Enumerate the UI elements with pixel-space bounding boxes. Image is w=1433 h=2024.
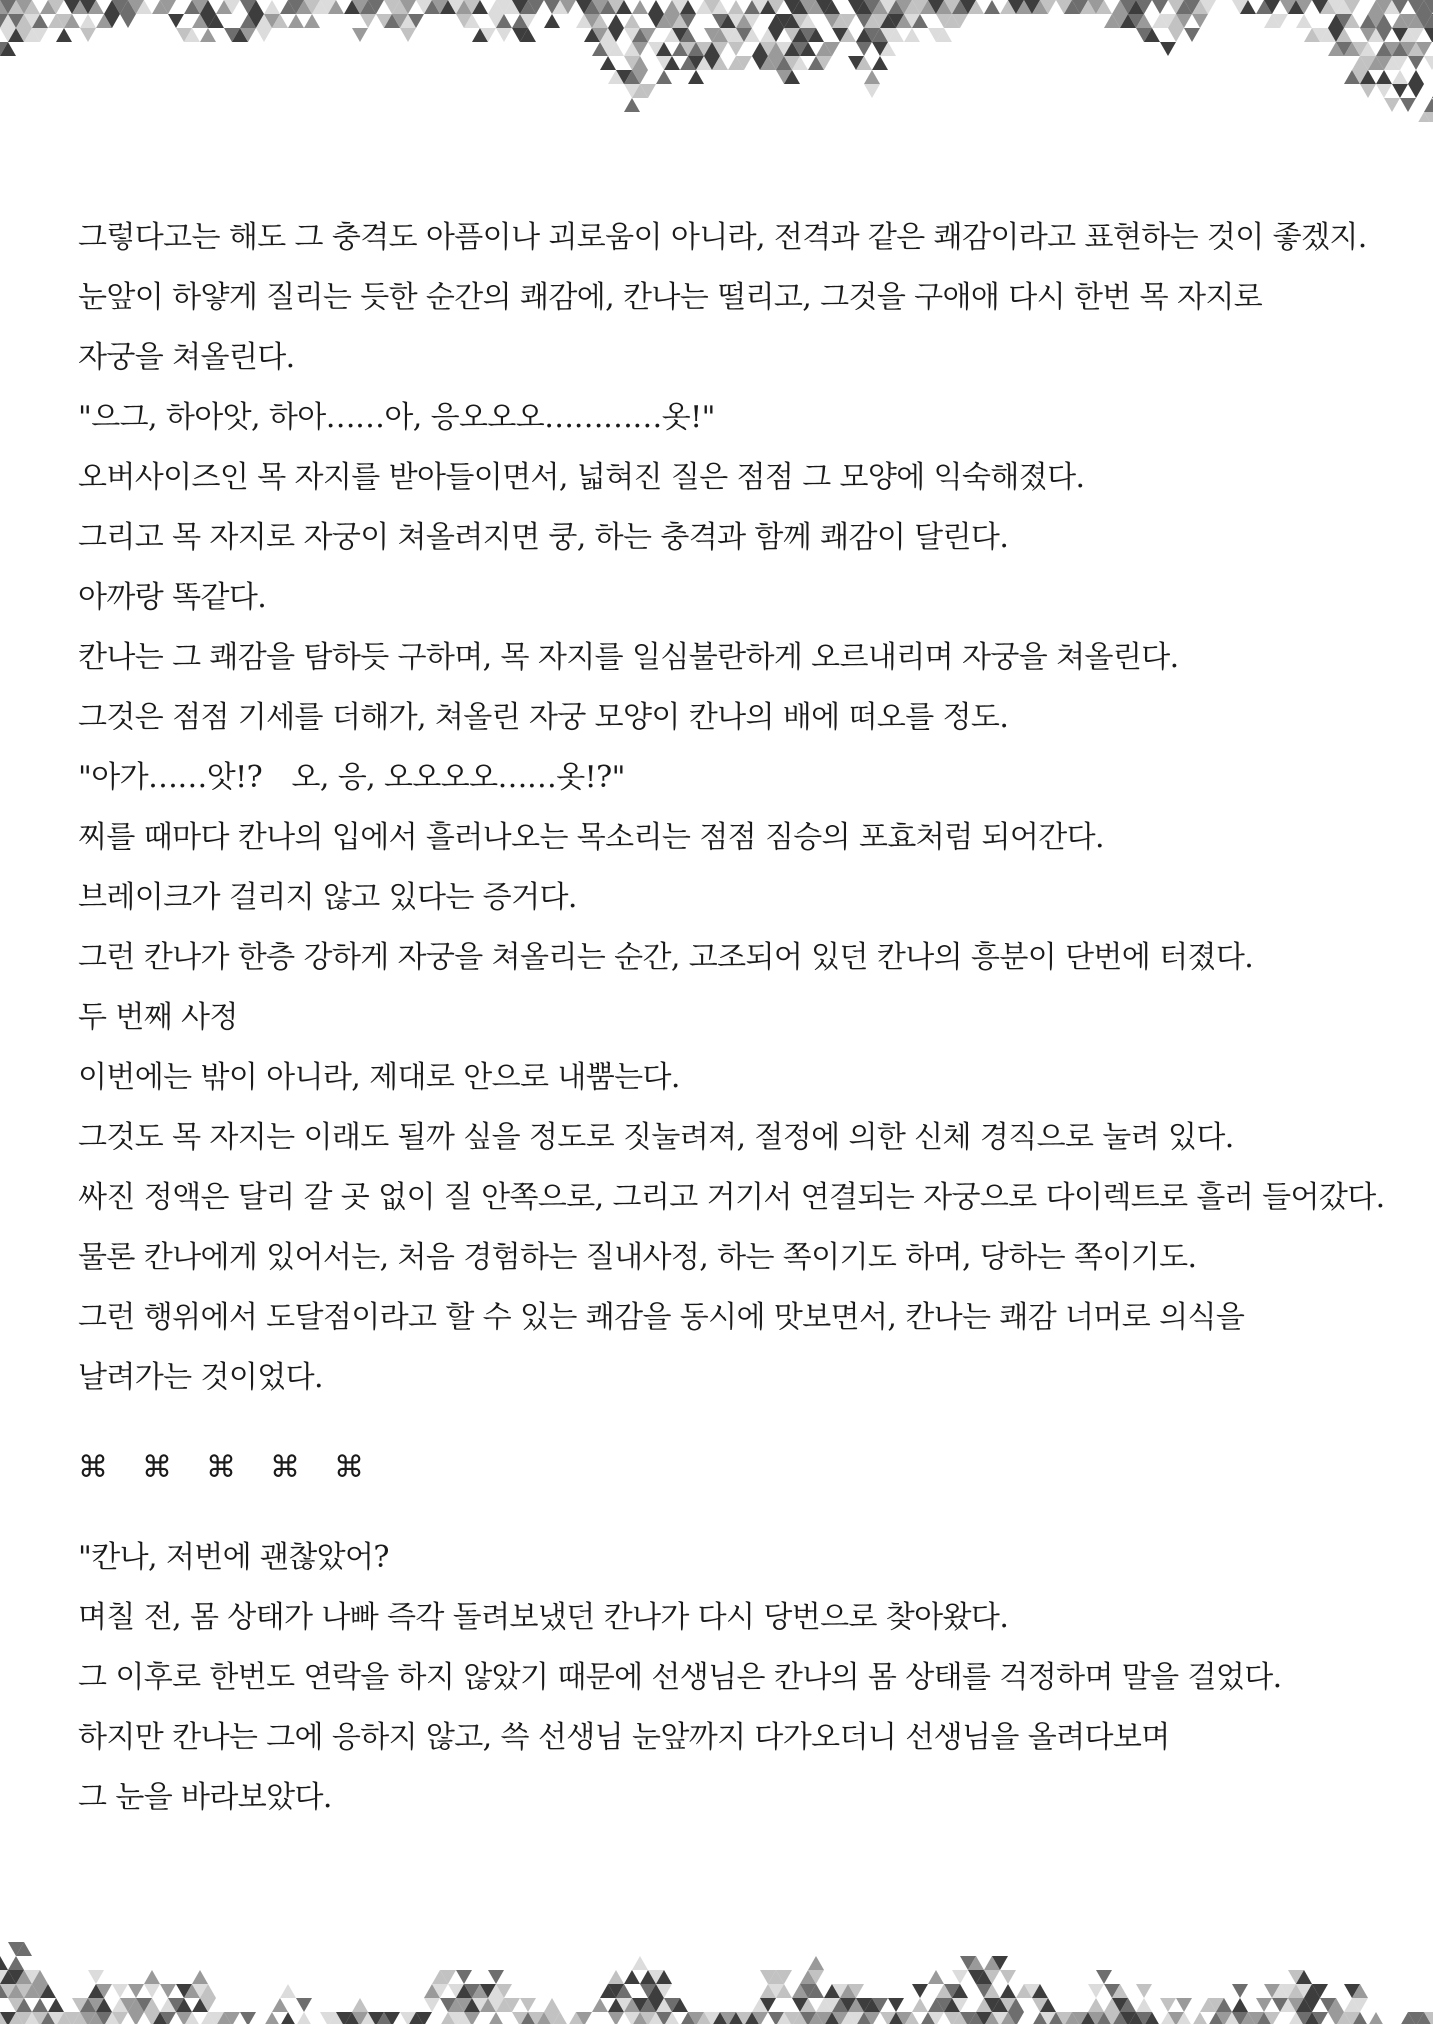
paragraph-line: 그 이후로 한번도 연락을 하지 않았기 때문에 선생님은 칸나의 몸 상태를 걱정하며 말을 걸었다. xyxy=(78,1660,1282,1695)
pattern-triangle xyxy=(520,1998,536,2012)
pattern-triangle xyxy=(456,1970,472,1984)
pattern-triangle xyxy=(1408,70,1424,84)
pattern-triangle xyxy=(80,14,96,28)
command-symbol-icon: ⌘ xyxy=(142,1450,172,1485)
section-1 xyxy=(78,208,1423,1408)
paragraph-line: 이번에는 밖이 아니라, 제대로 안으로 내뿜는다. xyxy=(78,1060,680,1095)
pattern-triangle xyxy=(608,1970,624,1984)
pattern-triangle xyxy=(808,1956,824,1970)
pattern-triangle xyxy=(624,1970,640,1984)
pattern-triangle xyxy=(1296,14,1312,28)
pattern-triangle xyxy=(352,28,368,42)
pattern-triangle xyxy=(1392,70,1408,84)
bottom-triangle-pattern xyxy=(0,1900,1433,2024)
dialogue-line: "아가……앗!? 오, 응, 오오오오……옷!?" xyxy=(78,760,625,795)
pattern-triangle xyxy=(624,14,640,28)
paragraph-line: 싸진 정액은 달리 갈 곳 없이 질 안쪽으로, 그리고 거기서 연결되는 자궁으로 다이렉트로 흘러 들어갔다. xyxy=(78,1180,1385,1215)
pattern-triangle xyxy=(352,1998,368,2012)
pattern-triangle xyxy=(1256,1998,1272,2012)
scene-break-separator xyxy=(78,1438,1423,1498)
command-symbol-icon: ⌘ xyxy=(206,1450,236,1485)
pattern-triangle xyxy=(192,1970,208,1984)
pattern-triangle xyxy=(88,1970,104,1984)
pattern-triangle xyxy=(168,14,184,28)
pattern-triangle xyxy=(632,0,648,14)
paragraph-line: 며칠 전, 몸 상태가 나빠 즉각 돌려보냈던 칸나가 다시 당번으로 찾아왔다. xyxy=(78,1600,1009,1635)
pattern-triangle xyxy=(864,70,880,84)
paragraph-line: 그런 행위에서 도달점이라고 할 수 있는 쾌감을 동시에 맛보면서, 칸나는 쾌감 너머로 의식을 xyxy=(78,1300,1245,1335)
paragraph-line: 그런 칸나가 한층 강하게 자궁을 쳐올리는 순간, 고조되어 있던 칸나의 흥분이 단번에 터졌다. xyxy=(78,940,1254,975)
pattern-triangle xyxy=(48,1998,64,2012)
pattern-triangle xyxy=(1136,1998,1152,2012)
pattern-triangle xyxy=(632,1956,648,1970)
pattern-triangle xyxy=(544,14,560,28)
paragraph-line: 하지만 칸나는 그에 응하지 않고, 쓱 선생님 눈앞까지 다가오더니 선생님을 올려다보며 xyxy=(78,1720,1170,1755)
pattern-triangle xyxy=(264,0,280,14)
pattern-triangle xyxy=(856,42,872,56)
pattern-triangle xyxy=(144,1984,160,1998)
section-2 xyxy=(78,1528,1423,1828)
pattern-triangle xyxy=(1192,2012,1208,2024)
pattern-triangle xyxy=(656,70,672,84)
pattern-triangle xyxy=(296,2012,312,2024)
pattern-triangle xyxy=(1160,1998,1176,2012)
pattern-triangle xyxy=(1000,1970,1016,1984)
paragraph-line: 그 눈을 바라보았다. xyxy=(78,1780,332,1815)
paragraph-line: 자궁을 쳐올린다. xyxy=(78,340,295,375)
top-triangle-pattern xyxy=(0,0,1433,122)
pattern-triangle xyxy=(256,28,272,42)
pattern-triangle xyxy=(280,2012,296,2024)
pattern-triangle xyxy=(128,2012,144,2024)
pattern-triangle xyxy=(1408,56,1424,70)
paragraph-line: 두 번째 사정 xyxy=(78,1000,238,1035)
pattern-triangle xyxy=(1424,28,1433,42)
pattern-triangle xyxy=(496,28,512,42)
paragraph-line: 오버사이즈인 목 자지를 받아들이면서, 넓혀진 질은 점점 그 모양에 익숙해졌다. xyxy=(78,460,1085,495)
pattern-triangle xyxy=(888,1998,904,2012)
pattern-triangle xyxy=(32,1998,48,2012)
pattern-triangle xyxy=(1424,56,1433,70)
pattern-triangle xyxy=(8,1956,24,1970)
command-symbol-icon: ⌘ xyxy=(78,1450,108,1485)
pattern-triangle xyxy=(296,1998,312,2012)
pattern-triangle xyxy=(1168,28,1184,42)
pattern-triangle xyxy=(112,1984,128,1998)
pattern-triangle xyxy=(904,28,920,42)
pattern-triangle xyxy=(1408,84,1424,98)
pattern-triangle xyxy=(1232,1998,1248,2012)
pattern-triangle xyxy=(264,2012,280,2024)
pattern-triangle xyxy=(1160,42,1176,56)
pattern-triangle xyxy=(240,2012,256,2024)
pattern-triangle xyxy=(1176,1998,1192,2012)
pattern-triangle xyxy=(624,98,640,112)
pattern-triangle xyxy=(56,28,72,42)
pattern-triangle xyxy=(1184,28,1200,42)
pattern-triangle xyxy=(648,0,664,14)
command-symbol-icon: ⌘ xyxy=(334,1450,364,1485)
pattern-triangle xyxy=(144,1970,160,1984)
pattern-triangle xyxy=(544,1998,560,2012)
pattern-triangle xyxy=(984,0,1000,14)
pattern-triangle xyxy=(1000,1984,1016,1998)
document-body xyxy=(78,208,1423,1828)
pattern-triangle xyxy=(1392,84,1408,98)
pattern-triangle xyxy=(488,2012,504,2024)
pattern-triangle xyxy=(288,14,304,28)
pattern-triangle xyxy=(608,14,624,28)
pattern-triangle xyxy=(1368,2012,1384,2024)
pattern-triangle xyxy=(1376,70,1392,84)
dialogue-line: "칸나, 저번에 괜찮았어? xyxy=(78,1540,389,1575)
pattern-triangle xyxy=(600,56,616,70)
pattern-triangle xyxy=(952,1970,968,1984)
pattern-triangle xyxy=(912,1998,928,2012)
pattern-triangle xyxy=(928,1970,944,1984)
pattern-triangle xyxy=(1136,1984,1152,1998)
pattern-triangle xyxy=(304,14,320,28)
pattern-triangle xyxy=(1088,1998,1104,2012)
paragraph-line: 눈앞이 하얗게 질리는 듯한 순간의 쾌감에, 칸나는 떨리고, 그것을 구애애 다시 한번 목 자지로 xyxy=(78,280,1263,315)
pattern-triangle xyxy=(1424,98,1433,112)
dialogue-line: "으그, 하아앗, 하아……아, 응오오오…………옷!" xyxy=(78,400,715,435)
pattern-triangle xyxy=(400,28,416,42)
paragraph-line: 물론 칸나에게 있어서는, 처음 경험하는 질내사정, 하는 쪽이기도 하며, 당하는 쪽이기도. xyxy=(78,1240,1197,1275)
pattern-triangle xyxy=(128,1984,144,1998)
pattern-triangle xyxy=(1384,98,1400,112)
pattern-triangle xyxy=(864,84,880,98)
pattern-triangle xyxy=(1376,84,1392,98)
pattern-triangle xyxy=(728,0,744,14)
pattern-triangle xyxy=(120,14,136,28)
pattern-triangle xyxy=(1232,1984,1248,1998)
paragraph-line: 브레이크가 걸리지 않고 있다는 증거다. xyxy=(78,880,577,915)
pattern-triangle xyxy=(0,1956,8,1970)
bottom-pattern-svg xyxy=(0,1900,1433,2024)
command-symbol-icon: ⌘ xyxy=(270,1450,300,1485)
pattern-triangle xyxy=(424,1998,440,2012)
paragraph-line: 그렇다고는 해도 그 충격도 아픔이나 괴로움이 아니라, 전격과 같은 쾌감이라고 표현하는 것이 좋겠지. xyxy=(78,220,1367,255)
pattern-triangle xyxy=(1360,84,1376,98)
pattern-triangle xyxy=(1400,98,1416,112)
paragraph-line: 날려가는 것이었다. xyxy=(78,1360,323,1395)
pattern-triangle xyxy=(912,1984,928,1998)
pattern-triangle xyxy=(728,42,744,56)
pattern-triangle xyxy=(688,70,704,84)
pattern-triangle xyxy=(280,1984,296,1998)
paragraph-line: 찌를 때마다 칸나의 입에서 흘러나오는 목소리는 점점 짐승의 포효처럼 되어간다. xyxy=(78,820,1104,855)
paragraph-line: 칸나는 그 쾌감을 탐하듯 구하며, 목 자지를 일심불란하게 오르내리며 자궁을 쳐올린다. xyxy=(78,640,1179,675)
paragraph-line: 아까랑 똑같다. xyxy=(78,580,267,615)
pattern-triangle xyxy=(1088,1984,1104,1998)
pattern-triangle xyxy=(160,1984,176,1998)
pattern-triangle xyxy=(360,14,376,28)
paragraph-line: 그리고 목 자지로 자궁이 쳐올려지면 쿵, 하는 충격과 함께 쾌감이 달린다. xyxy=(78,520,1009,555)
pattern-triangle xyxy=(488,1970,504,1984)
pattern-triangle xyxy=(1192,14,1208,28)
pattern-triangle xyxy=(592,1998,608,2012)
pattern-triangle xyxy=(80,28,96,42)
pattern-triangle xyxy=(200,28,216,42)
paragraph-line: 그것도 목 자지는 이래도 될까 싶을 정도로 짓눌려져, 절정에 의한 신체 경직으로 눌려 있다. xyxy=(78,1120,1234,1155)
pattern-triangle xyxy=(272,1998,288,2012)
paragraph-line: 그것은 점점 기세를 더해가, 쳐올린 자궁 모양이 칸나의 배에 떠오를 정도. xyxy=(78,700,1009,735)
pattern-triangle xyxy=(608,2012,624,2024)
pattern-triangle xyxy=(872,56,888,70)
pattern-triangle xyxy=(1096,1970,1112,1984)
top-pattern-svg xyxy=(0,0,1433,122)
pattern-triangle xyxy=(1152,0,1168,14)
